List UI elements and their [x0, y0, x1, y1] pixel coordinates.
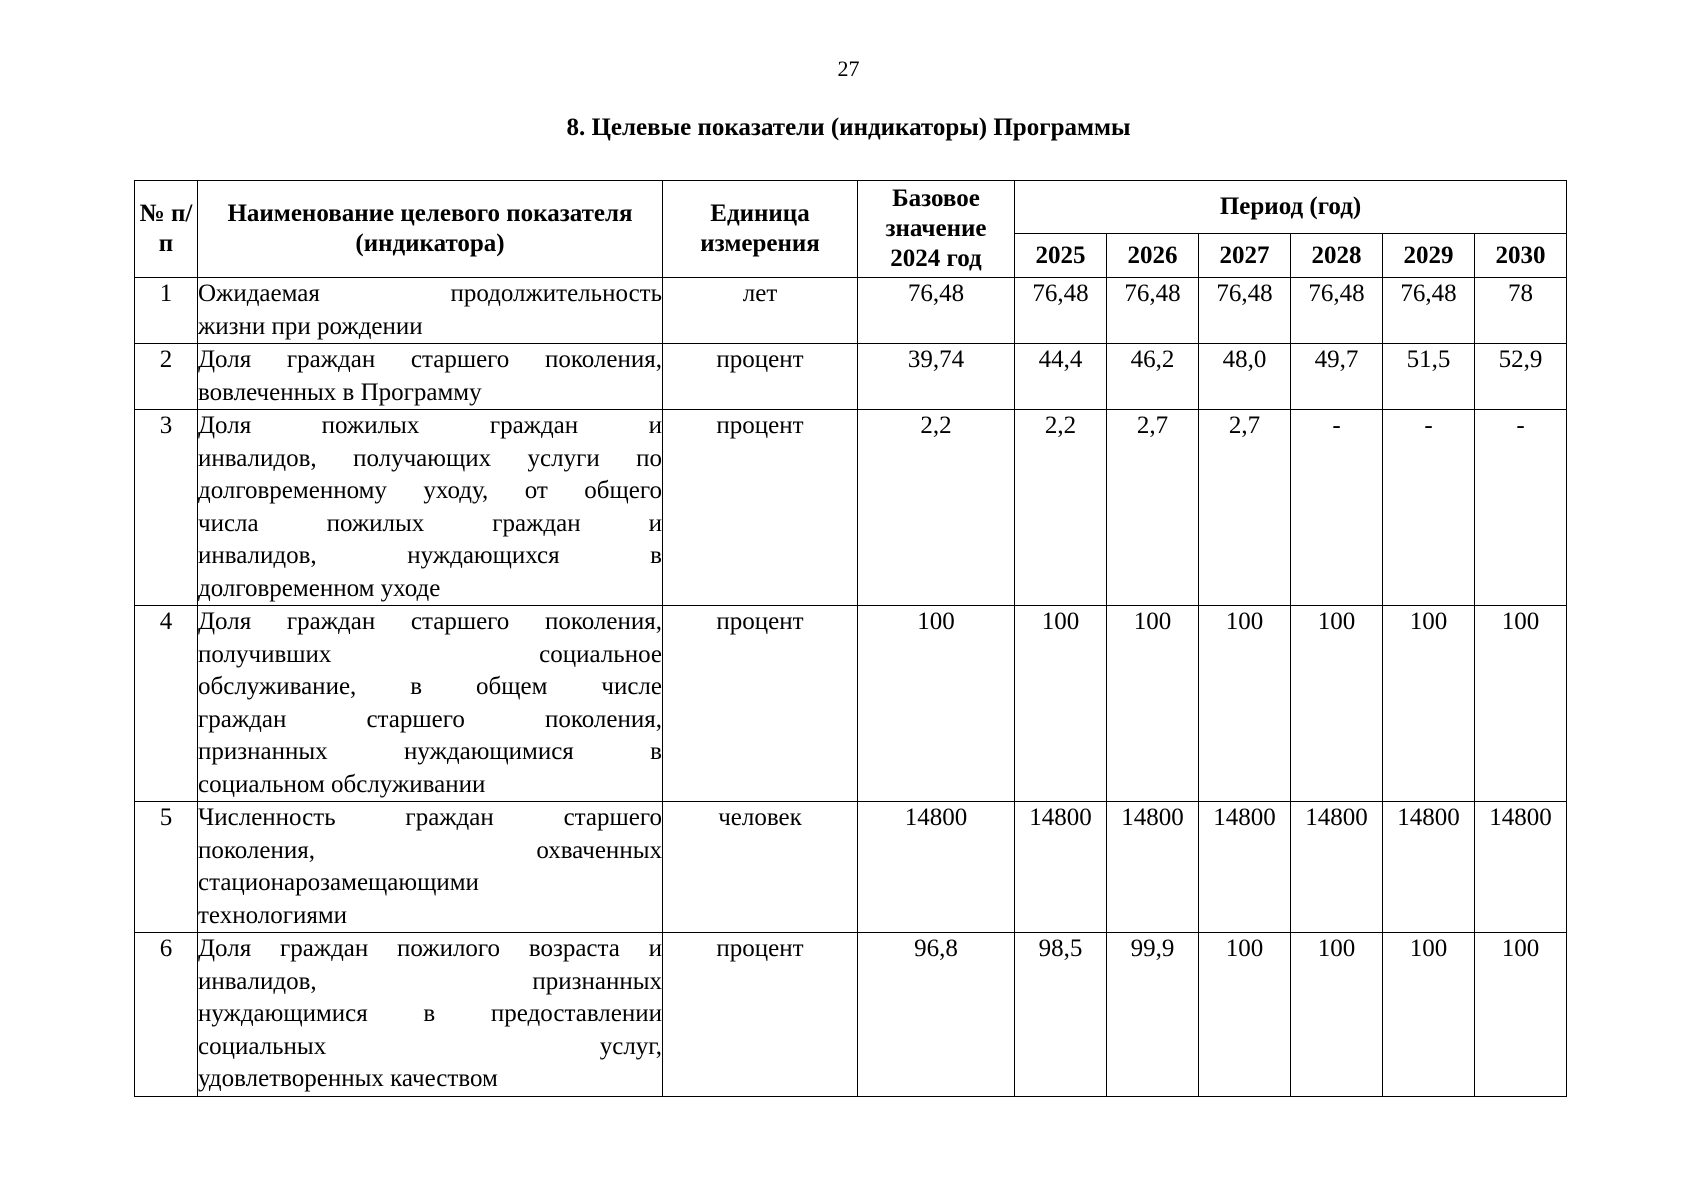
year-value-cell: 52,9 — [1475, 344, 1567, 410]
indicator-name-line: Численность граждан старшего — [198, 804, 662, 831]
indicator-name-line: инвалидов, получающих услуги по — [198, 444, 662, 472]
indicator-name-line: Доля граждан пожилого возраста и — [198, 935, 662, 962]
header-num: № п/п — [135, 181, 198, 278]
base-value-cell: 100 — [858, 606, 1015, 802]
base-value-cell: 76,48 — [858, 278, 1015, 344]
indicator-name-line: социальных услуг, — [198, 1032, 662, 1060]
year-value-cell: 99,9 — [1107, 933, 1199, 1097]
year-value-cell: 100 — [1475, 606, 1567, 802]
indicator-name-line: поколения, охваченных — [198, 836, 662, 864]
year-value-cell: 76,48 — [1015, 278, 1107, 344]
year-value-cell: 100 — [1383, 606, 1475, 802]
year-value-cell: 100 — [1291, 606, 1383, 802]
base-value-cell: 96,8 — [858, 933, 1015, 1097]
indicator-name-line: граждан старшего поколения, — [198, 705, 662, 733]
base-value-cell: 14800 — [858, 802, 1015, 933]
indicator-name-line: технологиями — [198, 901, 348, 929]
year-value-cell: 2,2 — [1015, 410, 1107, 606]
row-number: 3 — [135, 410, 198, 606]
year-value-cell: 76,48 — [1107, 278, 1199, 344]
year-value-cell: - — [1383, 410, 1475, 606]
year-value-cell: - — [1475, 410, 1567, 606]
unit-cell: человек — [663, 802, 858, 933]
row-number: 6 — [135, 933, 198, 1097]
year-value-cell: 100 — [1291, 933, 1383, 1097]
indicator-name — [198, 802, 663, 933]
indicator-name-line: жизни при рождении — [198, 312, 423, 340]
indicator-name-line: нуждающимися в предоставлении — [198, 1000, 662, 1027]
indicator-name-line: вовлеченных в Программу — [198, 378, 482, 406]
year-value-cell: 100 — [1199, 606, 1291, 802]
year-value-cell: 44,4 — [1015, 344, 1107, 410]
indicator-name-line: инвалидов, нуждающихся в — [198, 542, 662, 569]
year-value-cell: 2,7 — [1199, 410, 1291, 606]
header-base: Базовое значение 2024 год — [858, 181, 1015, 278]
header-year: 2028 — [1291, 234, 1383, 278]
year-value-cell: - — [1291, 410, 1383, 606]
table-row — [135, 606, 1567, 802]
base-value-cell: 39,74 — [858, 344, 1015, 410]
header-period: Период (год) — [1015, 181, 1567, 234]
indicator-name — [198, 606, 663, 802]
indicator-name-line: Ожидаемая продолжительность — [198, 280, 662, 307]
indicators-table — [134, 180, 1567, 1097]
table-row — [135, 278, 1567, 344]
year-value-cell: 51,5 — [1383, 344, 1475, 410]
year-value-cell: 14800 — [1199, 802, 1291, 933]
indicator-name-line: обслуживание, в общем числе — [198, 673, 662, 700]
section-title: 8. Целевые показатели (индикаторы) Программы — [566, 114, 1131, 141]
year-value-cell: 48,0 — [1199, 344, 1291, 410]
indicator-name-line: удовлетворенных качеством — [198, 1065, 498, 1092]
table-body — [135, 278, 1567, 1097]
header-name: Наименование целевого показателя (индикатора) — [198, 181, 663, 278]
page-number: 27 — [837, 56, 860, 81]
indicator-name-line: долговременном уходе — [198, 574, 441, 602]
year-value-cell: 76,48 — [1383, 278, 1475, 344]
base-value-cell: 2,2 — [858, 410, 1015, 606]
year-value-cell: 14800 — [1383, 802, 1475, 933]
row-number: 4 — [135, 606, 198, 802]
year-value-cell: 100 — [1199, 933, 1291, 1097]
header-year: 2027 — [1199, 234, 1291, 278]
year-value-cell: 14800 — [1291, 802, 1383, 933]
indicator-name-line: инвалидов, признанных — [198, 967, 662, 995]
year-value-cell: 78 — [1475, 278, 1567, 344]
indicator-name-line: числа пожилых граждан и — [198, 509, 662, 537]
indicator-name — [198, 278, 663, 344]
row-number: 2 — [135, 344, 198, 410]
table-row — [135, 802, 1567, 933]
unit-cell: лет — [663, 278, 858, 344]
year-value-cell: 100 — [1015, 606, 1107, 802]
header-year: 2029 — [1383, 234, 1475, 278]
indicator-name-line: Доля граждан старшего поколения, — [198, 608, 662, 635]
indicator-name-line: Доля пожилых граждан и — [198, 412, 662, 439]
indicator-name — [198, 410, 663, 606]
table-row — [135, 933, 1567, 1097]
table-row — [135, 410, 1567, 606]
year-value-cell: 46,2 — [1107, 344, 1199, 410]
year-value-cell: 100 — [1475, 933, 1567, 1097]
table-row — [135, 344, 1567, 410]
indicator-name-line: Доля граждан старшего поколения, — [198, 346, 662, 373]
year-value-cell: 14800 — [1475, 802, 1567, 933]
row-number: 5 — [135, 802, 198, 933]
year-value-cell: 76,48 — [1291, 278, 1383, 344]
year-value-cell: 14800 — [1107, 802, 1199, 933]
indicator-name — [198, 344, 663, 410]
indicator-name-line: долговременному уходу, от общего — [198, 477, 662, 504]
indicator-name-line: получивших социальное — [198, 640, 662, 668]
header-unit: Единица измерения — [663, 181, 858, 278]
indicator-name-line: признанных нуждающимися в — [198, 738, 662, 765]
row-number: 1 — [135, 278, 198, 344]
indicator-name-line: стационарозамещающими — [198, 869, 479, 896]
indicator-name-line: социальном обслуживании — [198, 770, 486, 798]
year-value-cell: 98,5 — [1015, 933, 1107, 1097]
unit-cell: процент — [663, 410, 858, 606]
year-value-cell: 49,7 — [1291, 344, 1383, 410]
year-value-cell: 76,48 — [1199, 278, 1291, 344]
unit-cell: процент — [663, 933, 858, 1097]
unit-cell: процент — [663, 344, 858, 410]
header-year: 2030 — [1475, 234, 1567, 278]
indicator-name — [198, 933, 663, 1097]
header-row-top — [135, 181, 1567, 234]
year-value-cell: 14800 — [1015, 802, 1107, 933]
header-year: 2025 — [1015, 234, 1107, 278]
header-year: 2026 — [1107, 234, 1199, 278]
year-value-cell: 2,7 — [1107, 410, 1199, 606]
year-value-cell: 100 — [1107, 606, 1199, 802]
unit-cell: процент — [663, 606, 858, 802]
year-value-cell: 100 — [1383, 933, 1475, 1097]
